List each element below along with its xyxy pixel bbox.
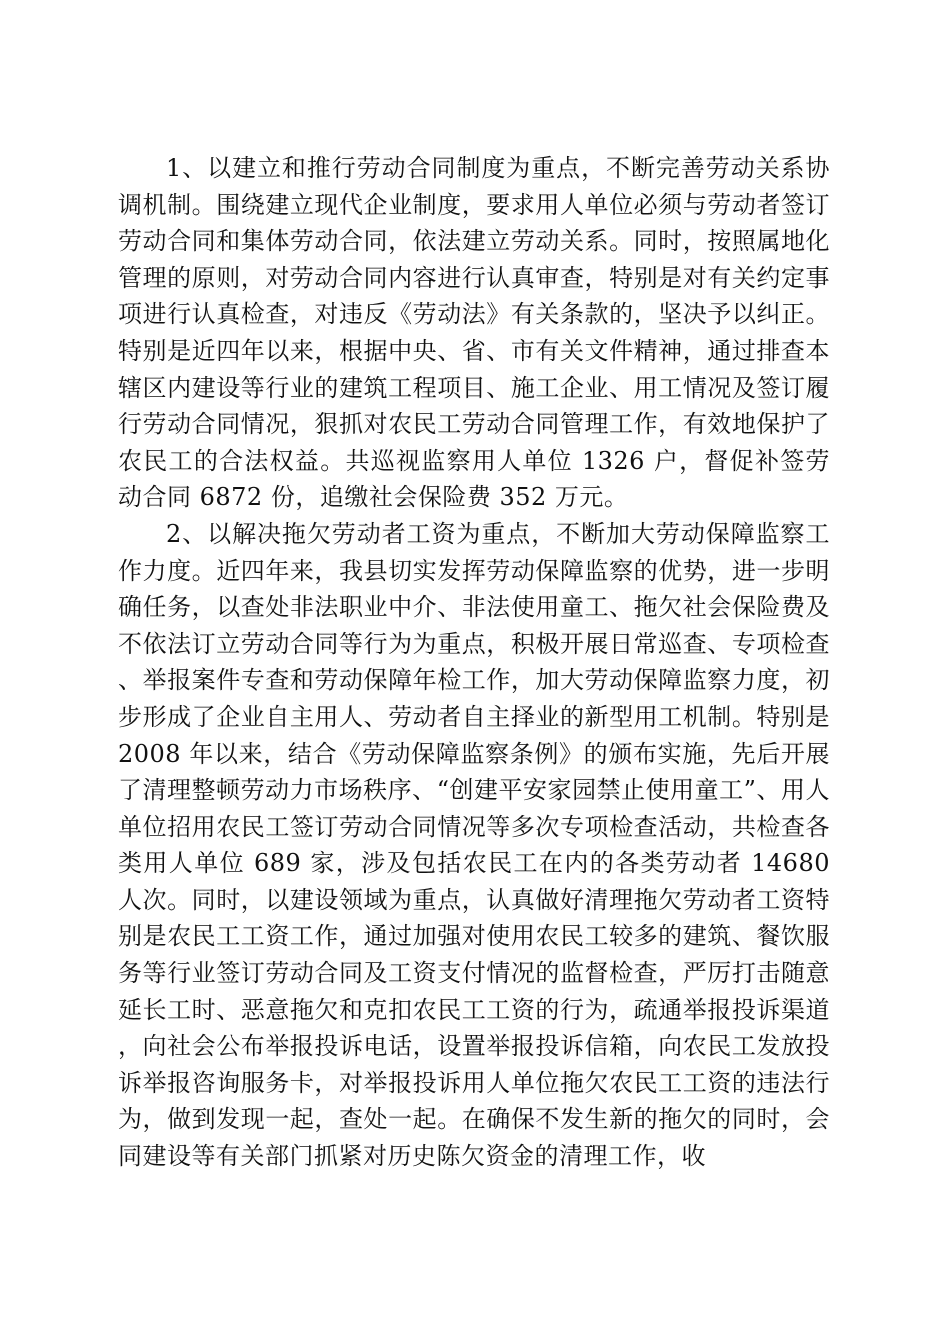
document-body bbox=[118, 150, 830, 1175]
paragraph-labor-contract: 1、以建立和推行劳动合同制度为重点，不断完善劳动关系协调机制。围绕建立现代企业制度，要求用人单位必须与劳动者签订劳动合同和集体劳动合同，依法建立劳动关系。同时，按照属地化管理的原则，对劳动合同内容进行认真审查，特别是对有关约定事项进行认真检查，对违反《劳动法》有关条款的，坚决予以纠正。特别是近四年以来，根据中央、省、市有关文件精神，通过排查本辖区内建设等行业的建筑工程项目、施工企业、用工情况及签订履行劳动合同情况，狠抓对农民工劳动合同管理工作，有效地保护了农民工的合法权益。共巡视监察用人单位 1326 户，督促补签劳动合同 6872 份，追缴社会保险费 352 万元。 bbox=[118, 154, 830, 512]
paragraph-wage-arrears: 2、以解决拖欠劳动者工资为重点，不断加大劳动保障监察工作力度。近四年来，我县切实发挥劳动保障监察的优势，进一步明确任务，以查处非法职业中介、非法使用童工、拖欠社会保险费及不依法订立劳动合同等行为为重点，积极开展日常巡查、专项检查、举报案件专查和劳动保障年检工作，加大劳动保障监察力度，初步形成了企业自主用人、劳动者自主择业的新型用工机制。特别是 2008 年以来，结合《劳动保障监察条例》的颁布实施，先后开展了清理整顿劳动力市场秩序、“创建平安家园禁止使用童工”、用人单位招用农民工签订劳动合同情况等多次专项检查活动，共检查各类用人单位 689 家，涉及包括农民工在内的各类劳动者 14680 人次。同时，以建设领域为重点，认真做好清理拖欠劳动者工资特别是农民工工资工作，通过加强对使用农民工较多的建筑、餐饮服务等行业签订劳动合同及工资支付情况的监督检查，严厉打击随意延长工时、恶意拖欠和克扣农民工工资的行为，疏通举报投诉渠道，向社会公布举报投诉电话，设置举报投诉信箱，向农民工发放投诉举报咨询服务卡，对举报投诉用人单位拖欠农民工工资的违法行为，做到发现一起，查处一起。在确保不发生新的拖欠的同时，会同建设等有关部门抓紧对历史陈欠资金的清理工作，收 bbox=[118, 519, 830, 1171]
